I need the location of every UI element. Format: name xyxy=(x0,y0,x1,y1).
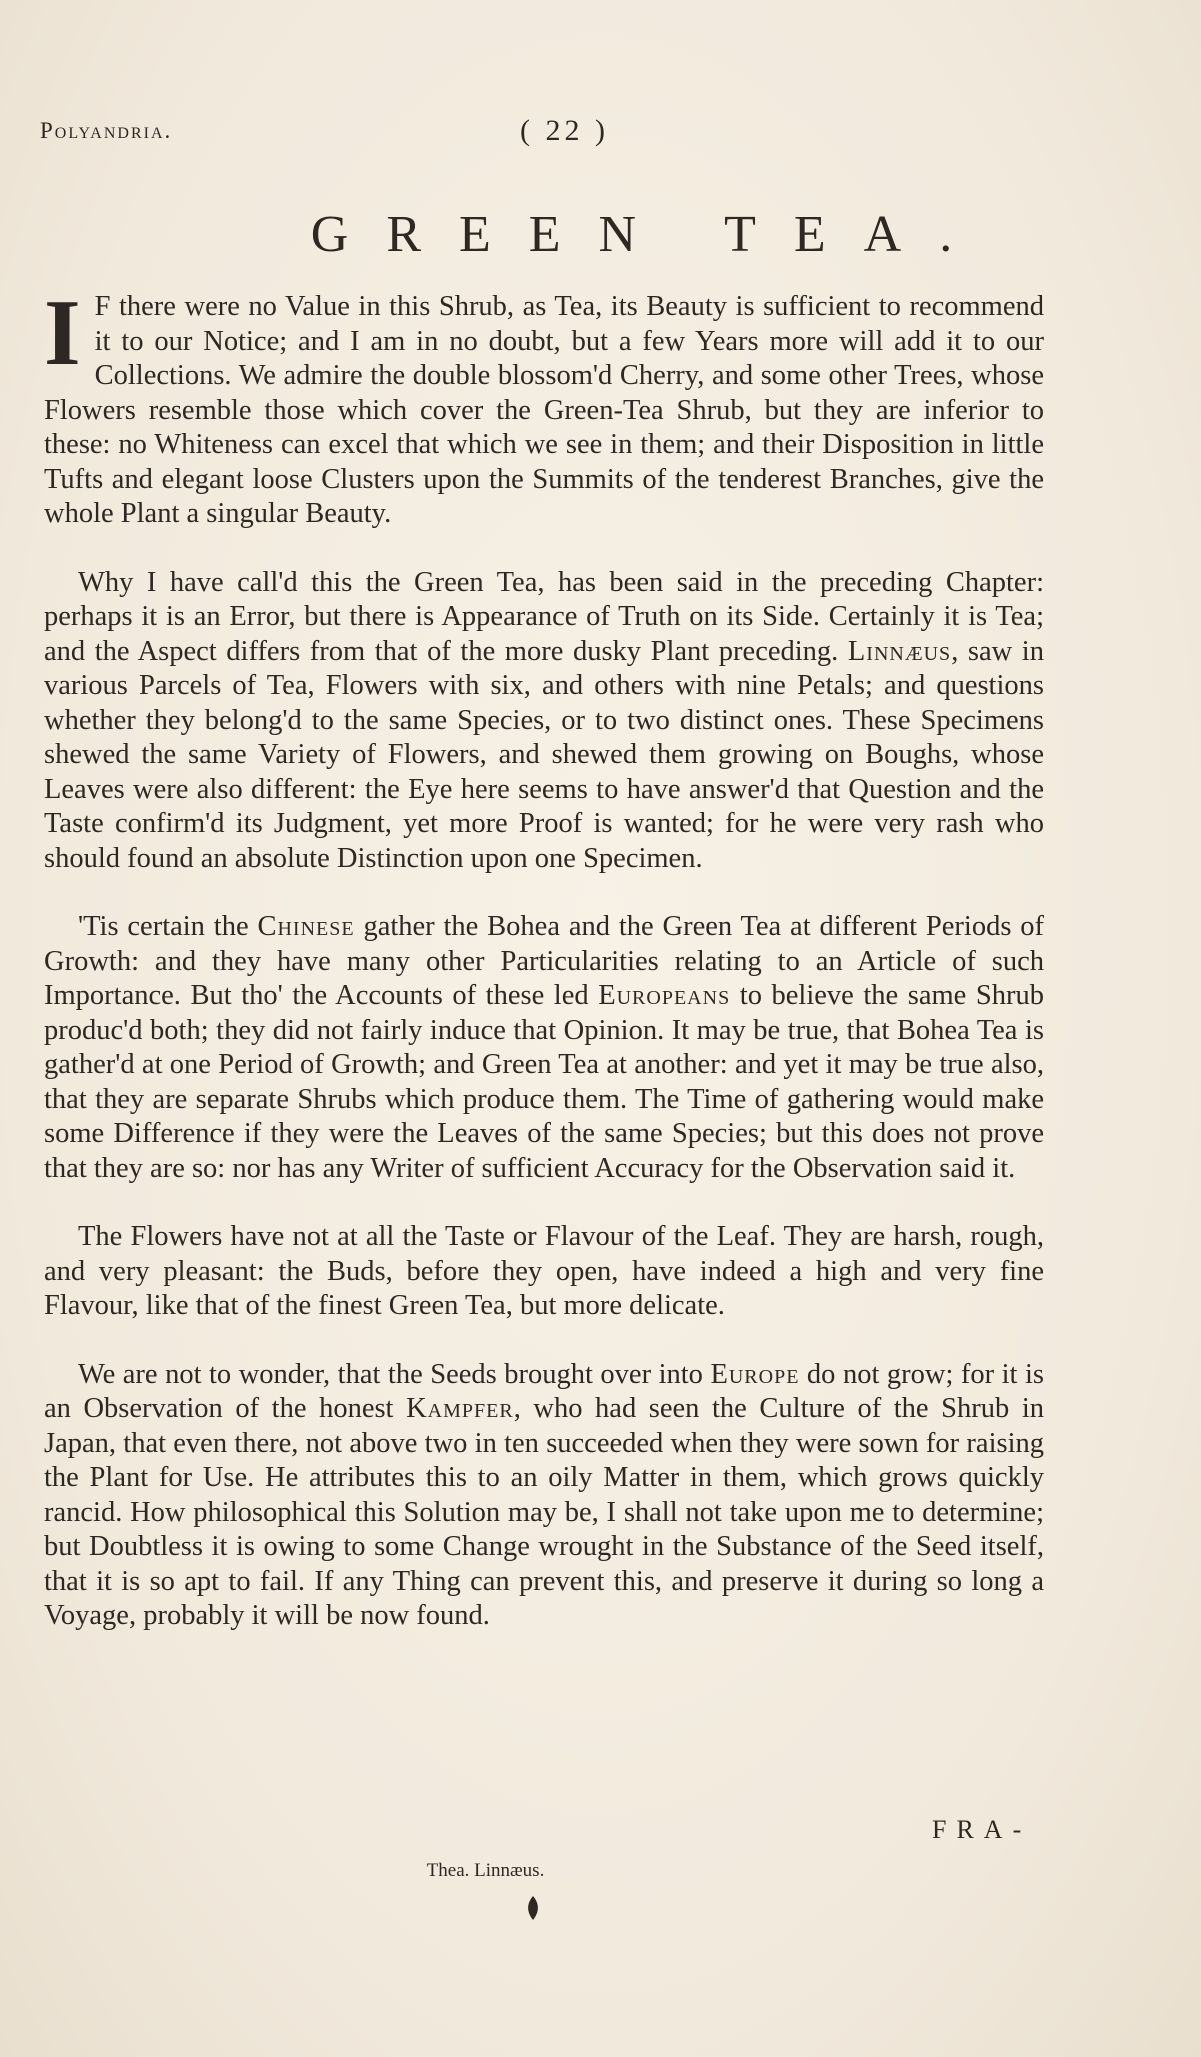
paragraph-5 xyxy=(44,1358,1044,1634)
paragraph-5-text-a: We are not to wonder, that the Seeds brought over into xyxy=(78,1358,711,1390)
author-name: Kampfer xyxy=(406,1393,514,1424)
paragraph-4-text: The Flowers have not at all the Taste or Flavour of the Leaf. They are harsh, rough, and very pleasant: the Buds, before they open, have indeed a high and very fine Flavour, like that of the finest Green Tea, but more delicate. xyxy=(44,1221,1044,1321)
footnote: Thea. Linnæus. xyxy=(426,1860,545,1881)
catchword: FRA- xyxy=(932,1815,1032,1844)
drop-cap: I xyxy=(44,281,81,385)
paragraph-3 xyxy=(44,910,1044,1186)
leaf-ornament-icon xyxy=(524,1895,542,1921)
paragraph-1 xyxy=(44,281,1044,532)
body-text xyxy=(44,281,1045,1668)
paragraph-3-text-b: gather the Bohea and the Green Tea at different Periods of Growth: and they have many other Particularities relating to an Article of such Importance. But tho' the Accounts of these led xyxy=(44,911,1045,1011)
paragraph-5-text-c: , who had seen the Culture of the Shrub in Japan, that even there, not above two in ten succeeded when they were sown for raising the Plant for Use. He attributes this to an oily Matter in them, which grows quickly rancid. How philosophical this Solution may be, I shall not take upon me to determine; but Doubtless it is owing to some Change wrought in the Substance of the Seed itself, that it is so apt to fail. If any Thing can prevent this, and preserve it during so long a Voyage, probably it will be now found. xyxy=(44,1393,1044,1631)
proper-noun: Europe xyxy=(710,1358,800,1390)
paragraph-3-text-a: 'Tis certain the xyxy=(78,911,258,942)
paragraph-5-text-b: do not grow; for it is an Observation of the honest xyxy=(44,1358,1044,1424)
paragraph-2-text-b: , saw in various Parcels of Tea, Flowers with six, and others with nine Petals; and questions whether they belong'd to the same Species, or to two distinct ones. These Specimens shewed the same Variety of Flowers, and shewed them growing on Boughs, whose Leaves were also different: the Eye here seems to have answer'd that Question and the Taste confirm'd its Judgment, yet more Proof is wanted; for he were very rash who should found an absolute Distinction upon one Specimen. xyxy=(44,635,1044,874)
proper-noun: Europeans xyxy=(598,980,731,1011)
paragraph-3-text-c: to believe the same Shrub produc'd both; they did not fairly induce that Opinion. It may be true, that Bohea Tea is gather'd at one Period of Growth; and Green Tea at another: and yet it may be true also, that they are separate Shrubs which produce them. The Time of gathering would make some Difference if they were the Leaves of the same Species; but this does not prove that they are so: nor has any Writer of sufficient Accuracy for the Observation said it. xyxy=(44,980,1044,1184)
author-name: Linnæus xyxy=(847,635,952,667)
paragraph-2 xyxy=(44,566,1044,877)
page-number: ( 22 ) xyxy=(520,114,609,147)
paragraph-1-text: F there were no Value in this Shrub, as Tea, its Beauty is sufficient to recommend it to our Notice; and I am in no doubt, but a few Years more will add it to our Collections. We admire the double blossom'd Cherry, and some other Trees, whose Flowers resemble those which cover the Green-Tea Shrub, but they are inferior to these: no Whiteness can excel that which we see in them; and their Disposition in little Tufts and elegant loose Clusters upon the Summits of the tenderest Branches, give the whole Plant a singular Beauty. xyxy=(44,291,1044,529)
section-label: Polyandria. xyxy=(40,118,173,143)
paragraph-4 xyxy=(44,1220,1044,1324)
paragraph-2-text-a: Why I have call'd this the Green Tea, has been said in the preceding Chapter: perhaps it is an Error, but there is Appearance of Truth on its Side. Certainly it is Tea; and the Aspect differs from that of the more dusky Plant preceding. xyxy=(44,566,1044,667)
running-header xyxy=(40,114,1161,168)
proper-noun: Chinese xyxy=(257,911,355,942)
page-title: GREEN TEA. xyxy=(310,206,991,263)
